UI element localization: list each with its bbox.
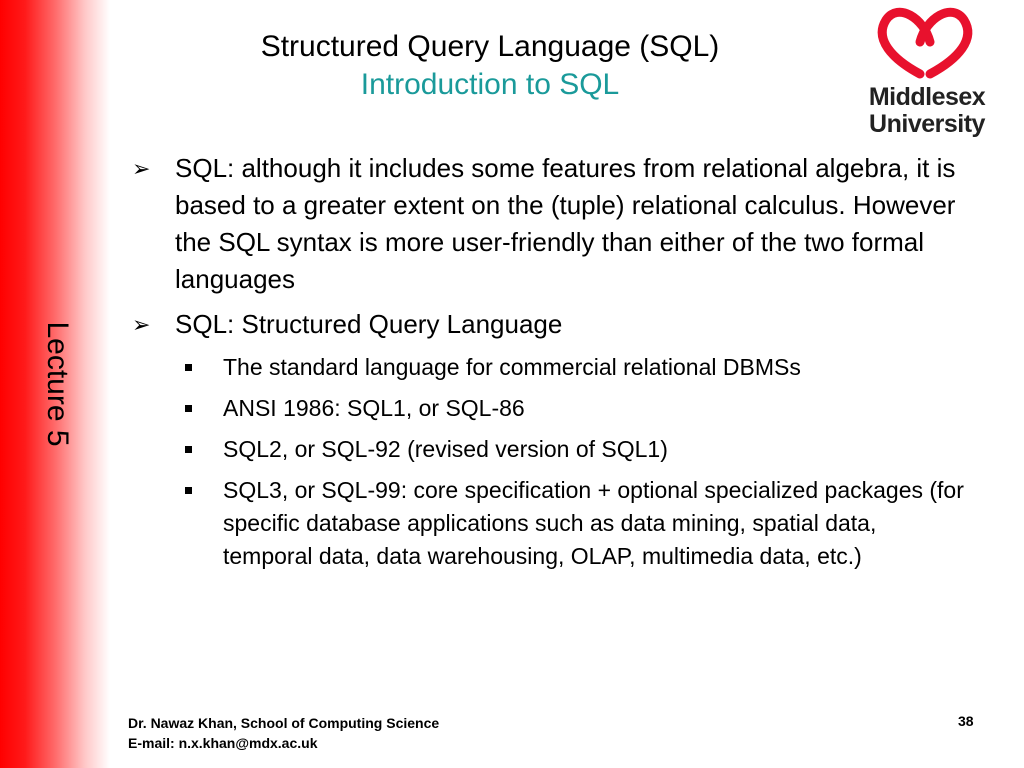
footer-author: Dr. Nawaz Khan, School of Computing Science [128,715,440,731]
square-bullet-icon [185,446,192,453]
bullet-text: SQL: Structured Query Language [175,309,563,339]
bullet-text: SQL: although it includes some features from relational algebra, it is based to a greater extent on the (tuple) relational calculus. However the SQL syntax is more user-friendly than either of the two formal languages [175,153,956,294]
sub-bullet-text: The standard language for commercial relational DBMSs [223,354,801,380]
slide-title [130,30,850,102]
sub-bullet-text: SQL2, or SQL-92 (revised version of SQL1) [223,436,668,462]
footer-email: E-mail: n.x.khan@mdx.ac.uk [128,735,318,751]
university-logo [862,4,992,144]
logo-mark-icon [862,4,992,84]
bullet-list [130,150,970,581]
lecture-label: Lecture 5 [41,321,74,447]
title-main: Structured Query Language (SQL) [260,30,720,63]
arrowhead-bullet-icon: ➢ [132,312,151,337]
sub-bullet-item [175,351,970,384]
square-bullet-icon [185,487,192,494]
logo-line-1: Middlesex [868,83,986,111]
title-subtitle: Introduction to SQL [360,68,620,101]
logo-line-2: University [869,110,985,138]
bullet-item [130,150,970,298]
footer [128,713,439,753]
sub-bullet-item [175,392,970,425]
sub-bullet-item [175,474,970,573]
square-bullet-icon [185,405,192,412]
sub-bullet-text: ANSI 1986: SQL1, or SQL-86 [223,395,525,421]
page-number: 38 [958,713,974,729]
sub-bullet-text: SQL3, or SQL-99: core specification + optional specialized packages (for specific database applications such as data mining, spatial data, temporal data, data warehousing, OLAP, multimedia data, etc.) [223,477,964,569]
logo-text [862,84,992,138]
arrowhead-bullet-icon: ➢ [132,156,151,181]
square-bullet-icon [185,364,192,371]
sub-bullet-item [175,433,970,466]
bullet-item [130,306,970,343]
